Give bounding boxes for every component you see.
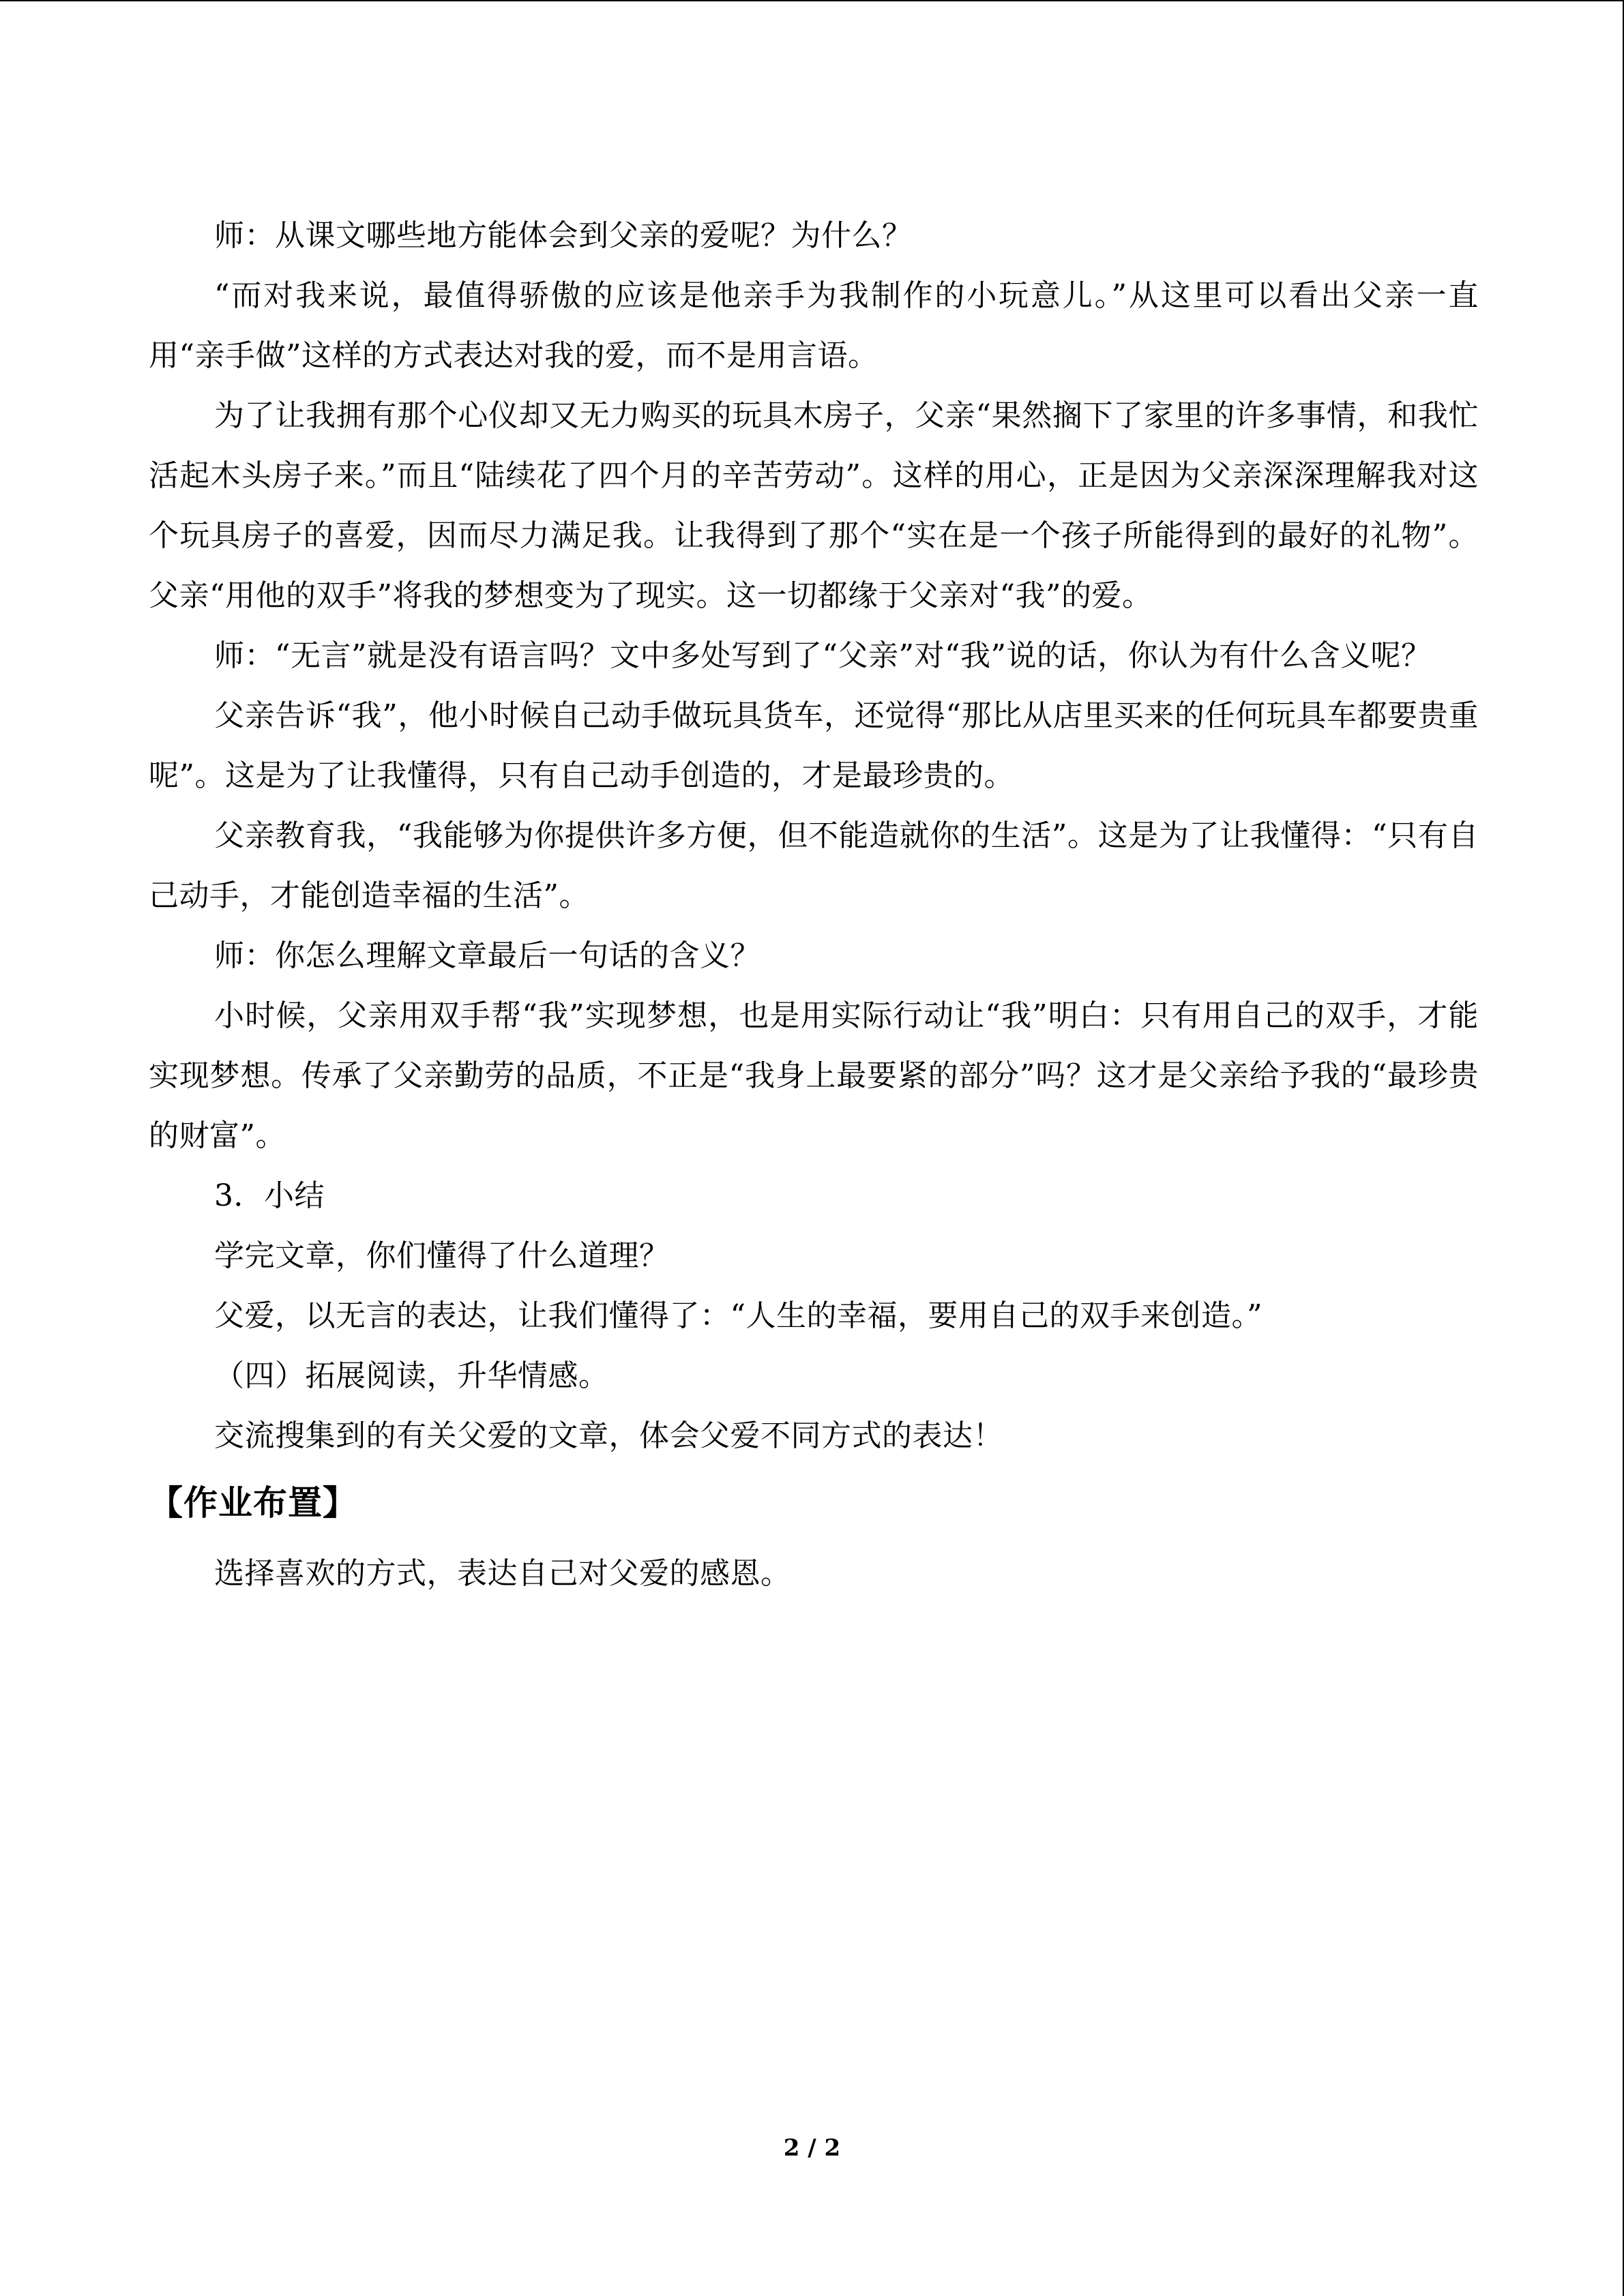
page-number: 2 / 2 — [783, 2134, 841, 2162]
paragraph-answer-1: “而对我来说，最值得骄傲的应该是他亲手为我制作的小玩意儿。”从这里可以看出父亲一直用“亲手做”这样的方式表达对我的爱，而不是用言语。 — [149, 278, 1479, 373]
paragraph-answer-3: 父亲告诉“我”，他小时候自己动手做玩具货车，还觉得“那比从店里买来的任何玩具车都要贵重呢”。这是为了让我懂得，只有自己动手创造的，才是最珍贵的。 — [149, 698, 1479, 793]
paragraph-answer-4: 父亲教育我，“我能够为你提供许多方便，但不能造就你的生活”。这是为了让我懂得：“只有自己动手，才能创造幸福的生活”。 — [149, 818, 1479, 913]
paragraph-answer-2: 为了让我拥有那个心仪却又无力购买的玩具木房子，父亲“果然搁下了家里的许多事情，和我忙活起木头房子来。”而且“陆续花了四个月的辛苦劳动”。这样的用心，正是因为父亲深深理解我对这个玩具房子的喜爱，因而尽力满足我。让我得到了那个“实在是一个孩子所能得到的最好的礼物”。父亲“用他的双手”将我的梦想变为了现实。这一切都缘于父亲对“我”的爱。 — [149, 398, 1479, 613]
paragraph-question-2: 师：“无言”就是没有语言吗？文中多处写到了“父亲”对“我”说的话，你认为有什么含义呢？ — [214, 638, 1432, 673]
homework-text: 选择喜欢的方式，表达自己对父爱的感恩。 — [214, 1556, 791, 1591]
paragraph-answer-5: 小时候，父亲用双手帮“我”实现梦想，也是用实际行动让“我”明白：只有用自己的双手，才能实现梦想。传承了父亲勤劳的品质，不正是“我身上最要紧的部分”吗？这才是父亲给予我的“最珍贵的财富”。 — [149, 998, 1479, 1153]
section-summary-label: 3．小结 — [214, 1178, 325, 1213]
document-body — [149, 206, 1479, 1604]
paragraph-question-1: 师：从课文哪些地方能体会到父亲的爱呢？为什么？ — [214, 218, 913, 253]
paragraph-summary-question: 学完文章，你们懂得了什么道理？ — [214, 1238, 670, 1273]
paragraph-extended-reading: 交流搜集到的有关父爱的文章，体会父爱不同方式的表达！ — [214, 1418, 1003, 1453]
section-extended-reading: （四）拓展阅读，升华情感。 — [214, 1358, 609, 1393]
paragraph-summary-answer: 父爱，以无言的表达，让我们懂得了：“人生的幸福，要用自己的双手来创造。” — [214, 1298, 1263, 1333]
paragraph-question-3: 师：你怎么理解文章最后一句话的含义？ — [214, 938, 761, 973]
homework-heading: 【作业布置】 — [149, 1483, 357, 1523]
